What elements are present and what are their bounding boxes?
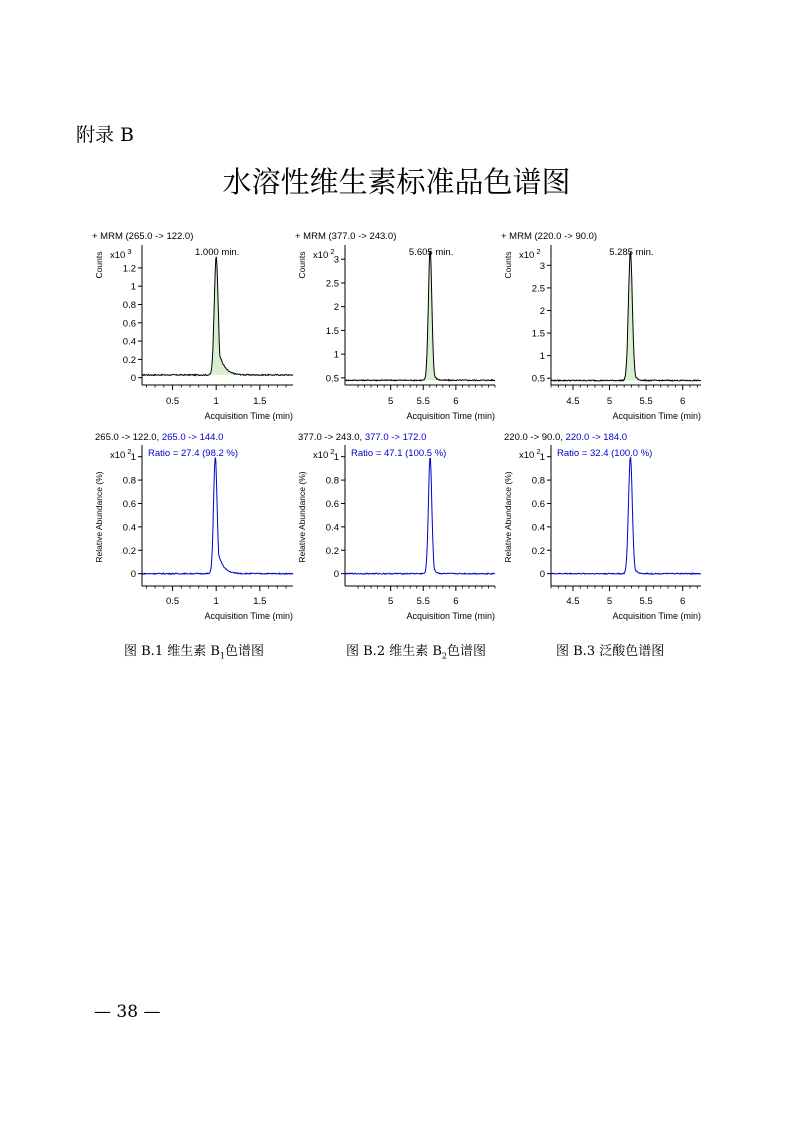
y-tick-label: 0.4 xyxy=(325,522,339,534)
multiplier-exponent: 2 xyxy=(328,247,335,256)
y-tick-label: 0 xyxy=(539,569,545,581)
x-tick-label: 5 xyxy=(606,396,613,407)
y-tick-label: 0.2 xyxy=(122,545,136,557)
y-tick-label: 0.8 xyxy=(122,299,136,311)
chromatogram-trace xyxy=(345,251,495,381)
x-tick-label: 4.5 xyxy=(566,596,580,607)
x-axis-label: Acquisition Time (min) xyxy=(204,611,293,621)
x-axis-label: Acquisition Time (min) xyxy=(612,611,701,621)
y-axis-label: Counts xyxy=(503,251,513,279)
chart-title-primary: 265.0 -> 122.0, xyxy=(95,432,162,443)
y-tick-label: 3 xyxy=(333,254,339,266)
multiplier-base: x10 xyxy=(519,450,535,461)
x-tick-label: 6 xyxy=(453,396,459,407)
multiplier-exponent: 2 xyxy=(534,247,541,256)
x-tick-label: 5.5 xyxy=(639,396,653,407)
ratio-label: Ratio = 47.1 (100.5 %) xyxy=(351,448,447,459)
qualifier-trace xyxy=(551,457,701,574)
y-tick-label: 2 xyxy=(333,302,339,314)
y-tick-label: 0.6 xyxy=(122,498,136,510)
y-tick-label: 0.6 xyxy=(531,498,545,510)
y-tick-label: 0.6 xyxy=(122,318,136,330)
chart-title-primary: 220.0 -> 90.0, xyxy=(504,432,566,443)
y-multiplier xyxy=(519,247,541,261)
x-tick-label: 0.5 xyxy=(165,396,180,407)
y-multiplier xyxy=(519,447,541,461)
chart-title-qualifier: 220.0 -> 184.0 xyxy=(565,432,628,443)
chart-title xyxy=(504,432,627,443)
x-tick-label: 5.5 xyxy=(639,596,653,607)
chart-title-qualifier: 265.0 -> 144.0 xyxy=(161,432,224,443)
x-axis-label: Acquisition Time (min) xyxy=(406,411,495,421)
y-tick-label: 0 xyxy=(130,373,136,385)
y-tick-label: 0.5 xyxy=(325,373,339,385)
chart-title-primary: 377.0 -> 243.0, xyxy=(298,432,365,443)
multiplier-base: x10 xyxy=(313,450,329,461)
y-tick-label: 0.2 xyxy=(325,545,339,557)
x-axis-label: Acquisition Time (min) xyxy=(612,411,701,421)
multiplier-base: x10 xyxy=(313,250,329,261)
peak-retention-label: 1.000 min. xyxy=(195,247,240,258)
y-tick-label: 1 xyxy=(333,349,339,361)
x-tick-label: 6 xyxy=(680,396,686,407)
x-tick-label: 1.5 xyxy=(253,596,267,607)
x-tick-label: 5 xyxy=(388,596,394,607)
y-tick-label: 0 xyxy=(333,569,339,581)
y-tick-label: 2.5 xyxy=(531,283,545,295)
page-title: 水溶性维生素标准品色谱图 xyxy=(222,165,571,199)
y-tick-label: 0.6 xyxy=(325,498,339,510)
x-tick-label: 5.5 xyxy=(416,396,430,407)
y-tick-label: 1.2 xyxy=(122,263,136,275)
y-tick-label: 1.5 xyxy=(531,328,545,340)
chart-title xyxy=(298,432,426,443)
ratio-label: Ratio = 27.4 (98.2 %) xyxy=(148,448,239,459)
x-tick-label: 1 xyxy=(213,396,219,407)
x-axis-label: Acquisition Time (min) xyxy=(204,411,293,421)
x-tick-label: 4.5 xyxy=(566,396,580,407)
y-tick-label: 0.5 xyxy=(531,373,545,385)
multiplier-base: x10 xyxy=(110,250,126,261)
ratio-label: Ratio = 32.4 (100.0 %) xyxy=(557,448,653,459)
chart-title-qualifier: 377.0 -> 172.0 xyxy=(364,432,427,443)
x-tick-label: 1 xyxy=(213,596,219,607)
chart-title: + MRM (265.0 -> 122.0) xyxy=(92,231,194,242)
appendix-label: 附录 B xyxy=(76,124,135,146)
chart-title xyxy=(95,432,223,443)
y-multiplier xyxy=(110,447,132,461)
chromatogram-trace xyxy=(551,252,701,381)
y-axis-label: Relative Abundance (%) xyxy=(94,471,104,563)
y-multiplier xyxy=(110,247,132,261)
y-multiplier xyxy=(313,447,335,461)
multiplier-base: x10 xyxy=(519,250,535,261)
y-tick-label: 1 xyxy=(130,281,136,293)
qualifier-trace xyxy=(142,458,293,575)
y-tick-label: 0 xyxy=(130,569,136,581)
peak-retention-label: 5.605 min. xyxy=(408,247,454,258)
y-tick-label: 0.8 xyxy=(325,475,339,487)
y-tick-label: 3 xyxy=(539,260,545,272)
multiplier-exponent: 2 xyxy=(534,447,541,456)
x-tick-label: 6 xyxy=(680,596,686,607)
y-tick-label: 0.4 xyxy=(122,522,136,534)
y-tick-label: 1 xyxy=(333,452,339,464)
page-number: — 38 — xyxy=(94,1002,161,1022)
chart-title: + MRM (377.0 -> 243.0) xyxy=(295,231,397,242)
y-tick-label: 0.4 xyxy=(122,336,136,348)
caption-b2: 图 B.2 维生素 $B_2$色谱图 xyxy=(346,644,487,661)
y-tick-label: 0.4 xyxy=(531,522,545,534)
y-axis-label: Counts xyxy=(297,251,307,279)
y-tick-label: 0.2 xyxy=(531,545,545,557)
peak-retention-label: 5.285 min. xyxy=(609,247,654,258)
multiplier-base: x10 xyxy=(110,450,126,461)
y-tick-label: 1 xyxy=(539,452,545,464)
y-axis-label: Relative Abundance (%) xyxy=(297,471,307,563)
multiplier-exponent: 2 xyxy=(328,447,335,456)
x-tick-label: 5 xyxy=(606,596,613,607)
multiplier-exponent: 3 xyxy=(125,247,132,256)
y-tick-label: 2 xyxy=(539,305,545,317)
y-tick-label: 0.8 xyxy=(122,475,136,487)
y-multiplier xyxy=(313,247,335,261)
x-tick-label: 0.5 xyxy=(165,596,180,607)
y-tick-label: 1 xyxy=(130,452,136,464)
chart-title: + MRM (220.0 -> 90.0) xyxy=(501,231,598,242)
x-tick-label: 6 xyxy=(453,596,459,607)
y-tick-label: 0.8 xyxy=(531,475,545,487)
caption-b1: 图 B.1 维生素 $B_1$色谱图 xyxy=(124,644,265,661)
y-axis-label: Counts xyxy=(94,251,104,279)
x-tick-label: 1.5 xyxy=(253,396,267,407)
caption-b3: 图 B.3 泛酸色谱图 xyxy=(556,644,665,659)
multiplier-exponent: 2 xyxy=(125,447,132,456)
y-tick-label: 2.5 xyxy=(325,278,339,290)
y-tick-label: 1.5 xyxy=(325,325,339,337)
x-axis-label: Acquisition Time (min) xyxy=(406,611,495,621)
x-tick-label: 5 xyxy=(388,396,394,407)
y-tick-label: 1 xyxy=(539,351,545,363)
y-tick-label: 0.2 xyxy=(122,354,136,366)
y-axis-label: Relative Abundance (%) xyxy=(503,471,513,563)
x-tick-label: 5.5 xyxy=(416,596,430,607)
qualifier-trace xyxy=(345,459,495,575)
